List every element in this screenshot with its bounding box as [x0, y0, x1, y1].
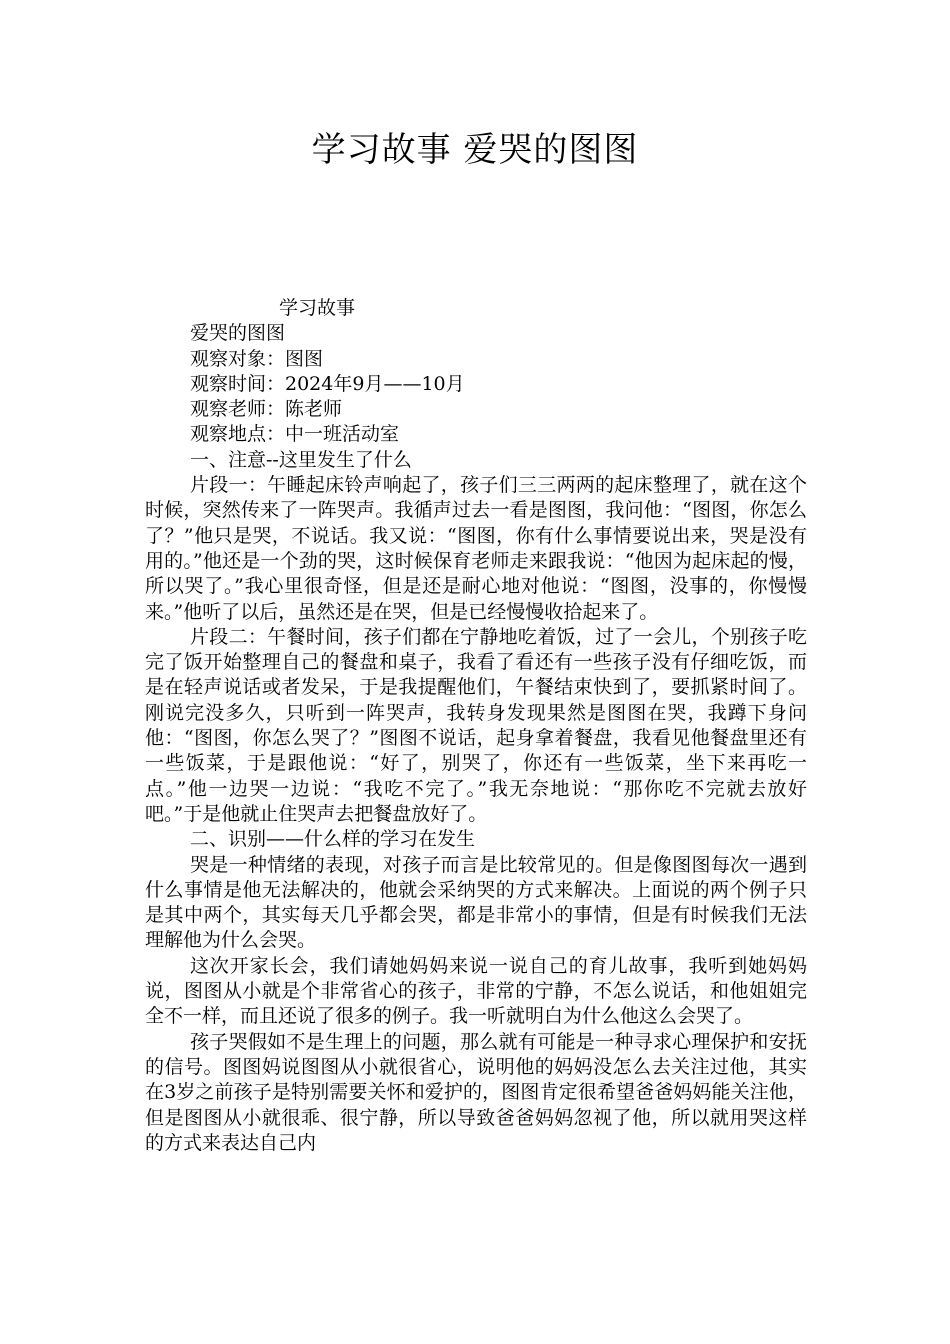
document-body [145, 296, 807, 1156]
section-2-paragraph: 这次开家长会，我们请她妈妈来说一说自己的育儿故事，我听到她妈妈说，图图从小就是个非常省心的孩子，非常的宁静，不怎么说话，和他姐姐完全不一样，而且还说了很多的例子。我一听就明白为什么他这么会哭了。 [145, 954, 807, 1028]
story-heading: 学习故事 [279, 297, 356, 319]
section-2-title: 二、识别——什么样的学习在发生 [190, 828, 476, 851]
section-1-paragraph: 片段二：午餐时间，孩子们都在宁静地吃着饭，过了一会儿，个别孩子吃完了饭开始整理自己的餐盘和桌子，我看了看还有一些孩子没有仔细吃饭，而是在轻声说话或者发呆，于是我提醒他们，午餐结束快到了，要抓紧时间了。刚说完没多久，只听到一阵哭声，我转身发现果然是图图在哭，我蹲下身问他：“图图，你怎么哭了？”图图不说话，起身拿着餐盘，我看见他餐盘里还有一些饭菜，于是跟他说：“好了，别哭了，你还有一些饭菜，坐下来再吃一点。”他一边哭一边说：“我吃不完了。”我无奈地说：“那你吃不完就去放好吧。”于是他就止住哭声去把餐盘放好了。 [145, 625, 807, 825]
observation-subject: 观察对象：图图 [190, 347, 324, 370]
observation-time: 观察时间：2024年9月——10月 [190, 372, 465, 395]
section-2-paragraph: 孩子哭假如不是生理上的问题，那么就有可能是一种寻求心理保护和安抚的信号。图图妈说图图从小就很省心，说明他的妈妈没怎么去关注过他，其实在3岁之前孩子是特别需要关怀和爱护的，图图肯定很希望爸爸妈妈能关注他，但是图图从小就很乖、很宁静，所以导致爸爸妈妈忽视了他，所以就用哭这样的方式来表达自己内 [145, 1030, 807, 1154]
story-subtitle: 爱哭的图图 [190, 322, 286, 345]
observation-teacher: 观察老师：陈老师 [190, 398, 343, 421]
document-title: 学习故事 爱哭的图图 [311, 130, 639, 170]
section-2-paragraph: 哭是一种情绪的表现，对孩子而言是比较常见的。但是像图图每次一遇到什么事情是他无法解决的，他就会采纳哭的方式来解决。上面说的两个例子只是其中两个，其实每天几乎都会哭，都是非常小的事情，但是有时候我们无法理解他为什么会哭。 [145, 853, 807, 952]
section-1-paragraph: 片段一：午睡起床铃声响起了，孩子们三三两两的起床整理了，就在这个时候，突然传来了一阵哭声。我循声过去一看是图图，我问他：“图图，你怎么了？”他只是哭，不说话。我又说：“图图，你有什么事情要说出来，哭是没有用的。”他还是一个劲的哭，这时候保育老师走来跟我说：“他因为起床起的慢，所以哭了。”我心里很奇怪，但是还是耐心地对他说：“图图，没事的，你慢慢来。”他听了以后，虽然还是在哭，但是已经慢慢收拾起来了。 [145, 474, 807, 623]
section-1-title: 一、注意--这里发生了什么 [190, 448, 412, 471]
observation-location: 观察地点：中一班活动室 [190, 423, 400, 446]
